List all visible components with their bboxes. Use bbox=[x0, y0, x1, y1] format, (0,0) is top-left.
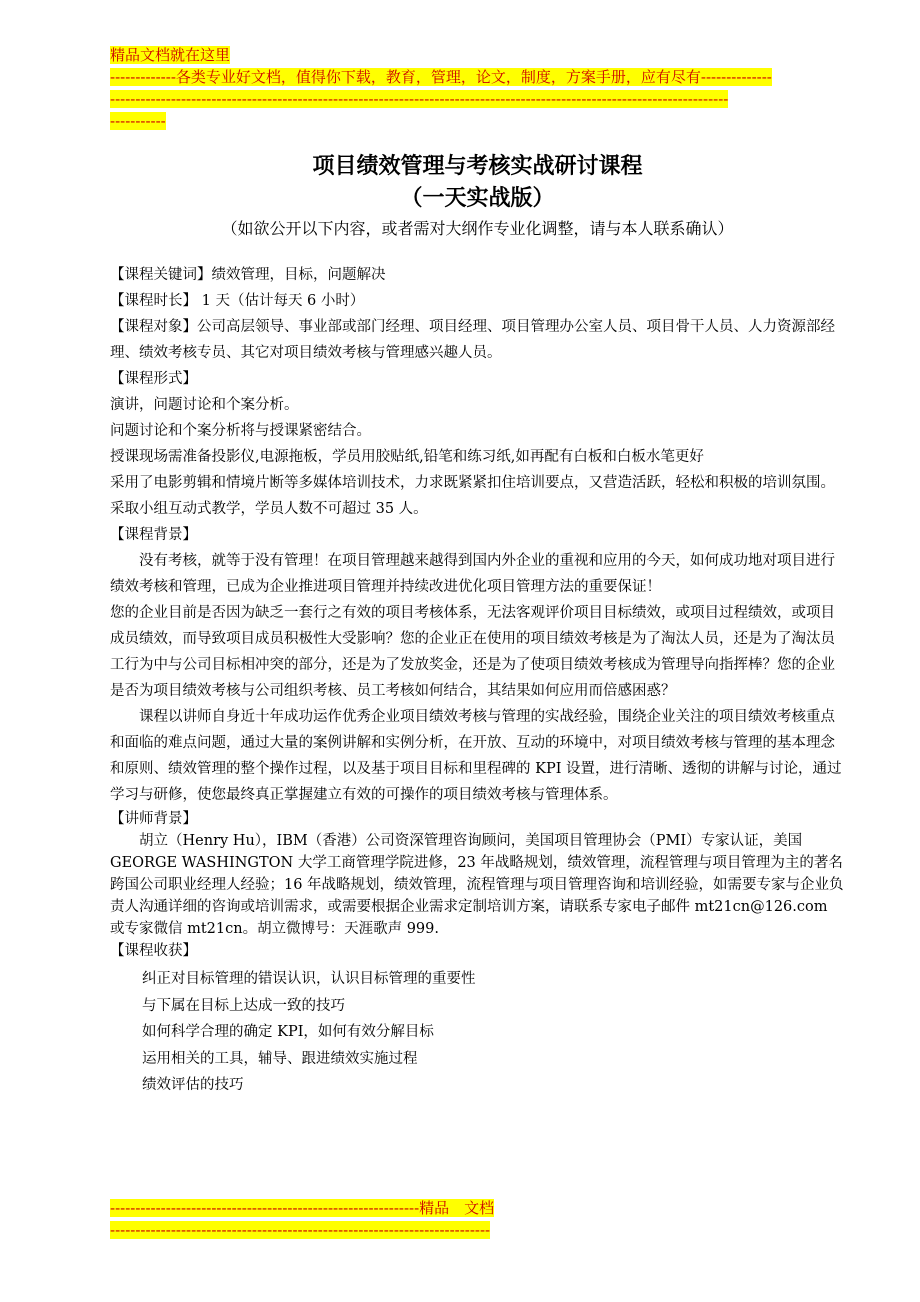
gains-heading: 【课程收获】 bbox=[110, 943, 197, 959]
banner-line bbox=[110, 88, 845, 110]
background-heading: 【课程背景】 bbox=[110, 527, 197, 543]
footer-line bbox=[110, 1219, 845, 1241]
format-item: 授课现场需准备投影仪,电源拖板，学员用胶贴纸,铅笔和练习纸,如再配有白板和白板水笔更好 bbox=[110, 449, 704, 465]
banner-text: -------------------------------------------------------------------------------------------------------------------------- bbox=[110, 90, 729, 108]
banner-text: -------------各类专业好文档，值得你下载，教育，管理，论文，制度，方案手册，应有尽有-------------- bbox=[110, 68, 772, 86]
document-body bbox=[110, 262, 845, 1099]
format-item: 问题讨论和个案分析将与授课紧密结合。 bbox=[110, 423, 371, 439]
footer-text: --------------------------------------------------------------------------- bbox=[110, 1221, 491, 1239]
banner-line bbox=[110, 110, 845, 132]
gain-item: 纠正对目标管理的错误认识，认识目标管理的重要性 bbox=[142, 971, 476, 987]
footer-line bbox=[110, 1197, 845, 1219]
gain-item: 运用相关的工具，辅导、跟进绩效实施过程 bbox=[142, 1050, 418, 1067]
format-item: 演讲，问题讨论和个案分析。 bbox=[110, 397, 299, 413]
gain-item: 绩效评估的技巧 bbox=[142, 1077, 244, 1093]
gain-item: 如何科学合理的确定 KPI，如何有效分解目标 bbox=[142, 1024, 434, 1040]
contact-note: （如欲公开以下内容，或者需对大纲作专业化调整，请与本人联系确认） bbox=[221, 219, 734, 238]
duration-line: 【课程时长】 1 天（估计每天 6 小时） bbox=[110, 293, 365, 309]
gains-list bbox=[110, 966, 845, 1099]
format-item: 采用了电影剪辑和情境片断等多媒体培训技术，力求既紧紧扣住培训要点，又营造活跃，轻松和积极的培训氛围。 bbox=[110, 475, 835, 491]
audience-paragraph: 【课程对象】公司高层领导、事业部或部门经理、项目经理、项目管理办公室人员、项目骨干人员、人力资源部经理、绩效考核专员、其它对项目绩效考核与管理感兴趣人员。 bbox=[110, 319, 835, 361]
header-label: 精品文档就在这里 bbox=[110, 46, 231, 64]
footer-text: -------------------------------------------------------------精品 文档 bbox=[110, 1199, 495, 1217]
page-title: 项目绩效管理与考核实战研讨课程 bbox=[312, 153, 643, 179]
footer-banner bbox=[110, 1197, 845, 1241]
instructor-heading: 【讲师背景】 bbox=[110, 811, 197, 827]
banner-text: ----------- bbox=[110, 112, 166, 130]
edition-title: （一天实战版） bbox=[400, 185, 555, 211]
banner-line bbox=[110, 66, 845, 88]
background-paragraph: 没有考核，就等于没有管理！在项目管理越来越得到国内外企业的重视和应用的今天，如何成功地对项目进行绩效考核和管理，已成为企业推进项目管理并持续改进优化项目管理方法的重要保证！ bbox=[110, 553, 835, 595]
background-paragraph: 您的企业目前是否因为缺乏一套行之有效的项目考核体系，无法客观评价项目目标绩效，或项目过程绩效，或项目成员绩效，而导致项目成员积极性大受影响？您的企业正在使用的项目绩效考核是为了淘汰人员，还是为了淘汰员工行为中与公司目标相冲突的部分，还是为了发放奖金，还是为了使项目绩效考核成为管理导向指挥棒？您的企业是否为项目绩效考核与公司组织考核、员工考核如何结合，其结果如何应用而倍感困惑？ bbox=[110, 605, 835, 699]
background-paragraph: 课程以讲师自身近十年成功运作优秀企业项目绩效考核与管理的实战经验，围绕企业关注的项目绩效考核重点和面临的难点问题，通过大量的案例讲解和实例分析，在开放、互动的环境中，对项目绩效考核与管理的基本理念和原则、绩效管理的整个操作过程，以及基于项目目标和里程碑的 KPI 设置，进行清晰、透彻的讲解与讨论，通过学习与研修，使您最终真正掌握建立有效的可操作的项目绩效考核与管理体系。 bbox=[110, 709, 842, 803]
format-heading: 【课程形式】 bbox=[110, 371, 197, 387]
instructor-paragraph: 胡立（Henry Hu），IBM（香港）公司资深管理咨询顾问，美国项目管理协会（PMI）专家认证，美国 GEORGE WASHINGTON 大学工商管理学院进修，23 年战略规划，绩效管理，流程管理与项目管理为主的著名跨国公司职业经理人经验；16 年战略规划，绩效管理，流程管理与项目管理咨询和培训经验，如需要专家与企业负责人沟通详细的咨询或培训需求，或需要根据企业需求定制培训方案，请联系专家电子邮件 mt21cn@126.com 或专家微信 mt21cn。胡立微博号：天涯歌声 999. bbox=[110, 833, 844, 937]
keywords-line: 【课程关键词】绩效管理，目标，问题解决 bbox=[110, 267, 386, 283]
header-banner bbox=[110, 44, 845, 132]
title-block bbox=[110, 150, 845, 242]
format-item: 采取小组互动式教学，学员人数不可超过 35 人。 bbox=[110, 501, 428, 517]
gain-item: 与下属在目标上达成一致的技巧 bbox=[142, 997, 345, 1014]
